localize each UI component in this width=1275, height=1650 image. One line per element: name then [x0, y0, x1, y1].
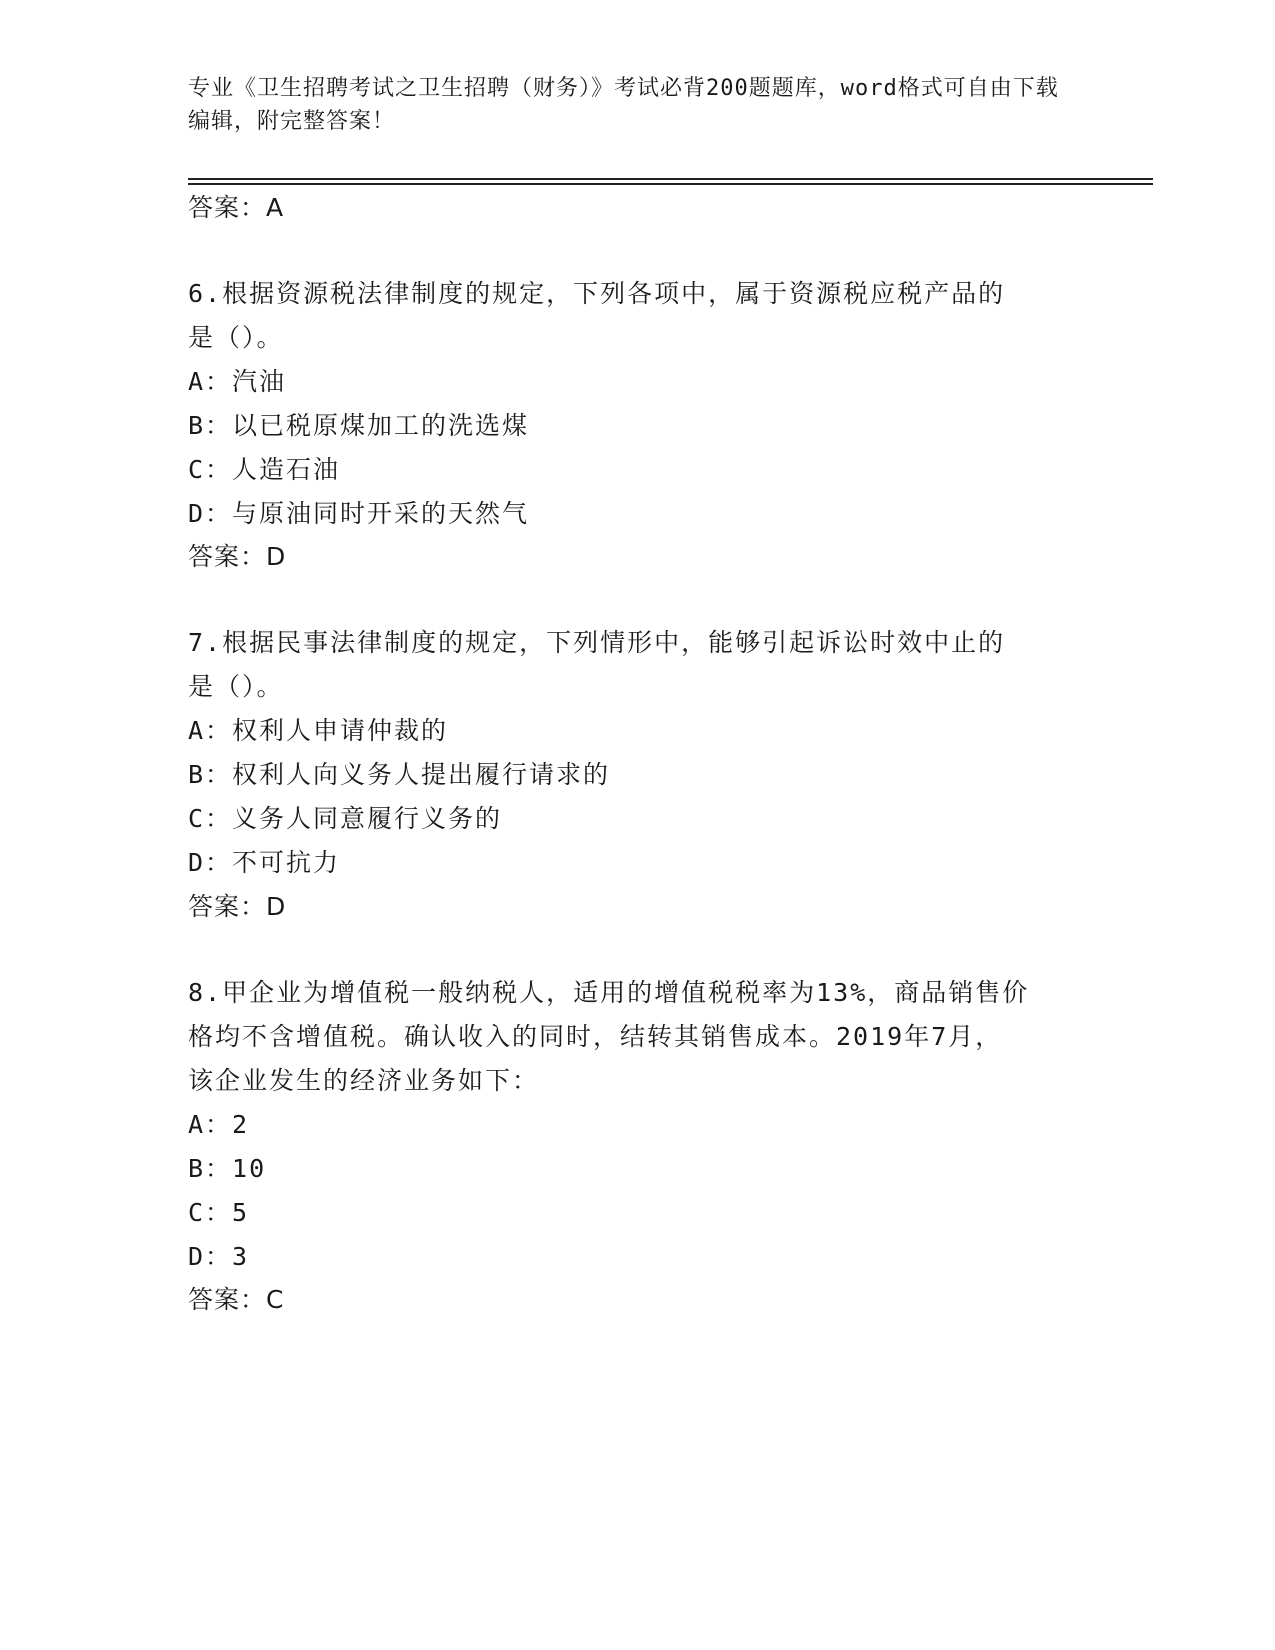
answer-5: 答案：A — [188, 193, 285, 222]
question-6-option-a: A：汽油 — [188, 367, 287, 396]
question-7-line-1: 7.根据民事法律制度的规定，下列情形中，能够引起诉讼时效中止的 — [188, 628, 1006, 657]
question-6-line-1: 6.根据资源税法律制度的规定，下列各项中，属于资源税应税产品的 — [188, 279, 1006, 308]
question-7-line-2: 是（）。 — [188, 672, 284, 701]
question-8-line-1: 8.甲企业为增值税一般纳税人，适用的增值税税率为13%，商品销售价 — [188, 978, 1030, 1007]
question-6-option-c: C：人造石油 — [188, 455, 341, 484]
question-7-option-a: A：权利人申请仲裁的 — [188, 716, 449, 745]
question-7-option-b: B：权利人向义务人提出履行请求的 — [188, 760, 611, 789]
question-7-option-c: C：义务人同意履行义务的 — [188, 804, 503, 833]
answer-8: 答案：C — [188, 1285, 285, 1314]
question-7-option-d: D：不可抗力 — [188, 848, 341, 877]
question-8-option-c: C：5 — [188, 1198, 250, 1227]
question-8-option-b: B：10 — [188, 1154, 267, 1183]
question-6-option-d: D：与原油同时开采的天然气 — [188, 499, 530, 528]
answer-6: 答案：D — [188, 542, 287, 571]
question-8-line-3: 该企业发生的经济业务如下： — [188, 1066, 540, 1095]
header-divider-top — [188, 178, 1153, 180]
question-6-line-2: 是（）。 — [188, 323, 284, 352]
header-divider-bottom — [188, 183, 1153, 185]
question-8-option-d: D：3 — [188, 1242, 250, 1271]
document-header: 专业《卫生招聘考试之卫生招聘（财务）》考试必背200题题库，word格式可自由下载编辑，附完整答案！ — [188, 76, 1059, 134]
answer-7: 答案：D — [188, 892, 287, 921]
question-8-line-2: 格均不含增值税。确认收入的同时，结转其销售成本。2019年7月， — [188, 1022, 1003, 1051]
question-8-option-a: A：2 — [188, 1110, 250, 1139]
question-6-option-b: B：以已税原煤加工的洗选煤 — [188, 411, 530, 440]
